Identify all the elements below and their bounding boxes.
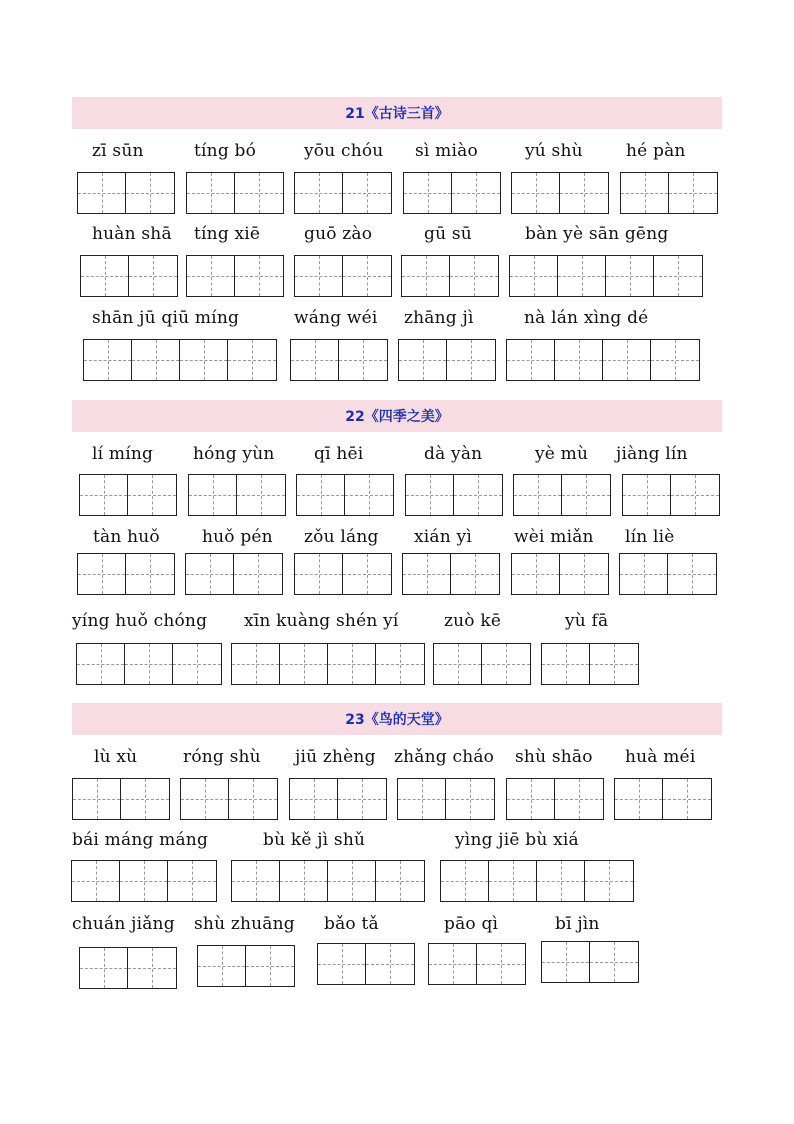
writing-cell[interactable] (73, 779, 121, 819)
writing-grid[interactable] (433, 643, 531, 685)
writing-cell[interactable] (454, 475, 502, 515)
writing-cell[interactable] (186, 554, 234, 594)
pinyin-label: zhāng jì (404, 308, 474, 328)
writing-cell[interactable] (562, 475, 610, 515)
writing-grid[interactable] (401, 255, 499, 297)
writing-cell[interactable] (181, 779, 229, 819)
writing-cell[interactable] (297, 475, 345, 515)
writing-grid[interactable] (71, 860, 217, 902)
writing-cell[interactable] (318, 944, 366, 984)
writing-grid[interactable] (509, 255, 703, 297)
writing-cell[interactable] (376, 644, 424, 684)
writing-cell[interactable] (620, 554, 668, 594)
writing-cell[interactable] (343, 554, 391, 594)
writing-grid[interactable] (290, 339, 388, 381)
pinyin-label: yù fā (565, 611, 609, 631)
writing-cell[interactable] (651, 340, 699, 380)
writing-cell[interactable] (429, 944, 477, 984)
writing-cell[interactable] (560, 173, 608, 213)
writing-cell[interactable] (482, 644, 530, 684)
writing-cell[interactable] (623, 475, 671, 515)
writing-cell[interactable] (669, 173, 717, 213)
writing-cell[interactable] (280, 861, 328, 901)
pinyin-label: tàn huǒ (93, 527, 160, 547)
pinyin-label: nà lán xìng dé (524, 308, 649, 328)
writing-grid[interactable] (79, 474, 177, 516)
writing-cell[interactable] (343, 173, 391, 213)
writing-cell[interactable] (512, 554, 560, 594)
writing-cell[interactable] (198, 946, 246, 986)
writing-cell[interactable] (128, 948, 176, 988)
writing-grid[interactable] (294, 255, 392, 297)
pinyin-label: shù zhuāng (194, 914, 295, 934)
writing-cell[interactable] (232, 861, 280, 901)
section-title-22: 22《四季之美》 (72, 400, 722, 432)
pinyin-label: yú shù (525, 141, 583, 161)
pinyin-label: zuò kē (444, 611, 502, 631)
writing-cell[interactable] (510, 256, 558, 296)
writing-cell[interactable] (603, 340, 651, 380)
writing-cell[interactable] (671, 475, 719, 515)
writing-cell[interactable] (489, 861, 537, 901)
writing-cell[interactable] (555, 340, 603, 380)
writing-grid[interactable] (72, 778, 170, 820)
writing-grid[interactable] (619, 553, 717, 595)
writing-cell[interactable] (187, 256, 235, 296)
writing-cell[interactable] (78, 554, 126, 594)
writing-cell[interactable] (228, 340, 276, 380)
writing-grid[interactable] (77, 172, 175, 214)
pinyin-label: xián yì (414, 527, 472, 547)
writing-cell[interactable] (290, 779, 338, 819)
writing-cell[interactable] (590, 942, 638, 982)
writing-grid[interactable] (541, 941, 639, 983)
pinyin-label: chuán jiǎng (72, 914, 175, 934)
writing-cell[interactable] (537, 861, 585, 901)
writing-grid[interactable] (398, 339, 496, 381)
writing-cell[interactable] (187, 173, 235, 213)
writing-grid[interactable] (622, 474, 720, 516)
writing-grid[interactable] (76, 643, 222, 685)
writing-cell[interactable] (295, 256, 343, 296)
pinyin-label: gū sū (424, 224, 472, 244)
writing-cell[interactable] (129, 256, 177, 296)
pinyin-label: xīn kuàng shén yí (244, 611, 399, 631)
writing-grid[interactable] (317, 943, 415, 985)
writing-cell[interactable] (406, 475, 454, 515)
writing-grid[interactable] (397, 778, 495, 820)
writing-cell[interactable] (399, 340, 447, 380)
writing-cell[interactable] (295, 554, 343, 594)
writing-cell[interactable] (441, 861, 489, 901)
writing-cell[interactable] (125, 644, 173, 684)
pinyin-label: huàn shā (92, 224, 172, 244)
writing-cell[interactable] (615, 779, 663, 819)
writing-cell[interactable] (621, 173, 669, 213)
pinyin-label: bù kě jì shǔ (263, 830, 366, 850)
writing-grid[interactable] (188, 474, 286, 516)
writing-cell[interactable] (120, 861, 168, 901)
writing-cell[interactable] (450, 256, 498, 296)
pinyin-label: shān jū qiū míng (92, 308, 240, 328)
writing-cell[interactable] (542, 942, 590, 982)
writing-cell[interactable] (291, 340, 339, 380)
writing-cell[interactable] (343, 256, 391, 296)
pinyin-label: yōu chóu (304, 141, 384, 161)
writing-grid[interactable] (80, 255, 178, 297)
writing-cell[interactable] (173, 644, 221, 684)
writing-cell[interactable] (555, 779, 603, 819)
writing-cell[interactable] (514, 475, 562, 515)
writing-cell[interactable] (558, 256, 606, 296)
writing-cell[interactable] (447, 340, 495, 380)
pinyin-label: lí míng (92, 444, 154, 464)
writing-grid[interactable] (231, 860, 425, 902)
pinyin-label: huà méi (625, 747, 696, 767)
pinyin-label: guō zào (304, 224, 373, 244)
writing-cell[interactable] (663, 779, 711, 819)
writing-grid[interactable] (405, 474, 503, 516)
writing-grid[interactable] (620, 172, 718, 214)
writing-cell[interactable] (295, 173, 343, 213)
writing-grid[interactable] (506, 339, 700, 381)
writing-cell[interactable] (452, 173, 500, 213)
writing-cell[interactable] (232, 644, 280, 684)
pinyin-label: lù xù (94, 747, 138, 767)
writing-cell[interactable] (507, 779, 555, 819)
writing-grid[interactable] (513, 474, 611, 516)
section-title-21: 21《古诗三首》 (72, 97, 722, 129)
pinyin-label: yíng huǒ chóng (72, 611, 208, 631)
writing-cell[interactable] (77, 644, 125, 684)
pinyin-label: jiū zhèng (295, 747, 376, 767)
writing-grid[interactable] (79, 947, 177, 989)
writing-grid[interactable] (296, 474, 394, 516)
writing-cell[interactable] (246, 946, 294, 986)
writing-cell[interactable] (668, 554, 716, 594)
writing-grid[interactable] (428, 943, 526, 985)
writing-grid[interactable] (186, 172, 284, 214)
writing-cell[interactable] (403, 554, 451, 594)
writing-cell[interactable] (512, 173, 560, 213)
writing-grid[interactable] (294, 172, 392, 214)
pinyin-label: yìng jiē bù xiá (455, 830, 579, 850)
writing-cell[interactable] (235, 173, 283, 213)
writing-cell[interactable] (72, 861, 120, 901)
writing-grid[interactable] (197, 945, 295, 987)
writing-grid[interactable] (294, 553, 392, 595)
writing-cell[interactable] (585, 861, 633, 901)
writing-cell[interactable] (402, 256, 450, 296)
writing-cell[interactable] (81, 256, 129, 296)
writing-grid[interactable] (180, 778, 278, 820)
pinyin-label: yè mù (535, 444, 589, 464)
writing-cell[interactable] (451, 554, 499, 594)
writing-cell[interactable] (235, 256, 283, 296)
pinyin-label: bàn yè sān gēng (525, 224, 669, 244)
writing-cell[interactable] (180, 340, 228, 380)
writing-cell[interactable] (404, 173, 452, 213)
writing-cell[interactable] (654, 256, 702, 296)
writing-grid[interactable] (614, 778, 712, 820)
writing-grid[interactable] (289, 778, 387, 820)
writing-grid[interactable] (506, 778, 604, 820)
writing-cell[interactable] (168, 861, 216, 901)
writing-grid[interactable] (511, 172, 609, 214)
writing-cell[interactable] (229, 779, 277, 819)
writing-cell[interactable] (128, 475, 176, 515)
writing-grid[interactable] (511, 553, 609, 595)
writing-cell[interactable] (366, 944, 414, 984)
writing-cell[interactable] (80, 948, 128, 988)
writing-cell[interactable] (434, 644, 482, 684)
writing-cell[interactable] (477, 944, 525, 984)
writing-cell[interactable] (280, 644, 328, 684)
writing-cell[interactable] (78, 173, 126, 213)
pinyin-label: tíng xiē (194, 224, 261, 244)
writing-cell[interactable] (189, 475, 237, 515)
writing-cell[interactable] (80, 475, 128, 515)
writing-cell[interactable] (234, 554, 282, 594)
writing-cell[interactable] (542, 644, 590, 684)
pinyin-label: róng shù (183, 747, 261, 767)
writing-cell[interactable] (126, 173, 174, 213)
pinyin-label: qī hēi (314, 444, 364, 464)
writing-cell[interactable] (237, 475, 285, 515)
pinyin-label: wèi miǎn (514, 527, 594, 547)
writing-cell[interactable] (121, 779, 169, 819)
pinyin-label: pāo qì (444, 914, 499, 934)
writing-cell[interactable] (560, 554, 608, 594)
writing-cell[interactable] (507, 340, 555, 380)
writing-grid[interactable] (403, 172, 501, 214)
pinyin-label: jiàng lín (616, 444, 688, 464)
pinyin-label: wáng wéi (294, 308, 378, 328)
writing-cell[interactable] (376, 861, 424, 901)
pinyin-label: tíng bó (194, 141, 257, 161)
pinyin-label: zǒu láng (304, 527, 379, 547)
pinyin-label: bǎo tǎ (324, 914, 379, 934)
writing-cell[interactable] (446, 779, 494, 819)
pinyin-label: shù shāo (515, 747, 593, 767)
writing-cell[interactable] (132, 340, 180, 380)
pinyin-label: bī jìn (555, 914, 600, 934)
pinyin-label: zī sūn (92, 141, 144, 161)
writing-cell[interactable] (328, 644, 376, 684)
pinyin-label: dà yàn (424, 444, 483, 464)
writing-grid[interactable] (186, 255, 284, 297)
pinyin-label: huǒ pén (202, 527, 273, 547)
writing-grid[interactable] (231, 643, 425, 685)
writing-grid[interactable] (440, 860, 634, 902)
writing-grid[interactable] (402, 553, 500, 595)
section-title-23: 23《鸟的天堂》 (72, 703, 722, 735)
writing-grid[interactable] (185, 553, 283, 595)
writing-grid[interactable] (541, 643, 639, 685)
writing-cell[interactable] (345, 475, 393, 515)
pinyin-label: sì miào (415, 141, 478, 161)
writing-cell[interactable] (606, 256, 654, 296)
writing-cell[interactable] (339, 340, 387, 380)
writing-cell[interactable] (84, 340, 132, 380)
writing-cell[interactable] (126, 554, 174, 594)
pinyin-label: hóng yùn (193, 444, 275, 464)
writing-cell[interactable] (338, 779, 386, 819)
pinyin-label: lín liè (625, 527, 675, 547)
writing-grid[interactable] (77, 553, 175, 595)
writing-cell[interactable] (398, 779, 446, 819)
writing-cell[interactable] (590, 644, 638, 684)
writing-grid[interactable] (83, 339, 277, 381)
writing-cell[interactable] (328, 861, 376, 901)
pinyin-label: bái máng máng (72, 830, 209, 850)
pinyin-label: zhǎng cháo (394, 747, 495, 767)
pinyin-label: hé pàn (626, 141, 686, 161)
